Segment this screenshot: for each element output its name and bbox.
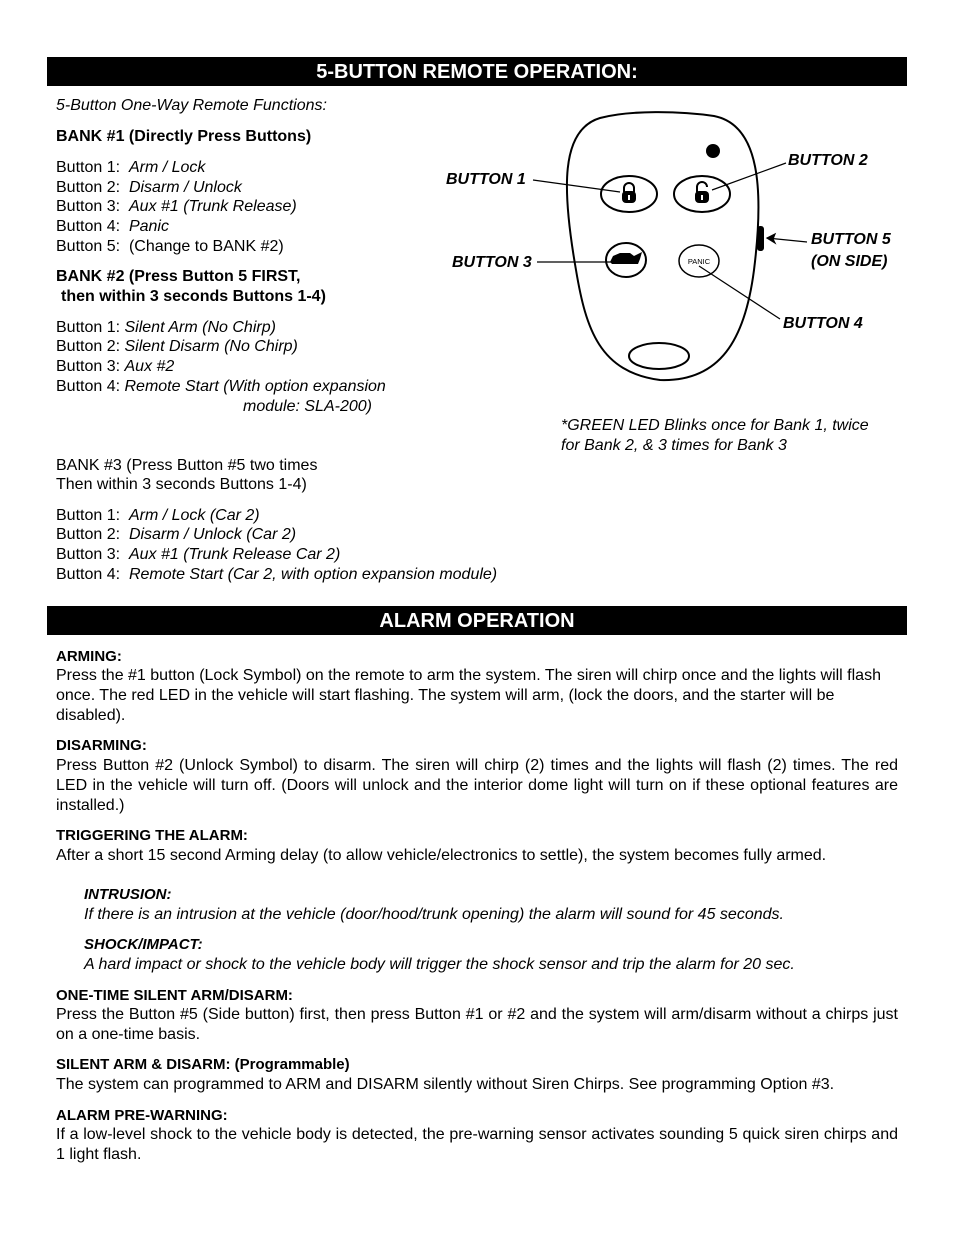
button-4-callout: BUTTON 4 bbox=[783, 315, 863, 332]
item-value: Aux #1 (Trunk Release Car 2) bbox=[128, 546, 341, 563]
item-value: Disarm / Unlock (Car 2) bbox=[128, 526, 297, 543]
one-time-title: ONE-TIME SILENT ARM/DISARM: bbox=[56, 987, 293, 1004]
item-value: Remote Start (Car 2, with option expansion module) bbox=[128, 566, 498, 583]
remote-section-header: 5-BUTTON REMOTE OPERATION: bbox=[47, 57, 907, 86]
item-value: Panic bbox=[128, 218, 169, 235]
item-label: Button 1: bbox=[56, 159, 121, 176]
item-value: Aux #1 (Trunk Release) bbox=[128, 198, 297, 215]
item-label: Button 3: bbox=[56, 546, 121, 563]
item-label: Button 3: bbox=[56, 198, 121, 215]
shock-text: A hard impact or shock to the vehicle body will trigger the shock sensor and trip the alarm for 20 sec. bbox=[84, 956, 795, 973]
item-label: Button 1: bbox=[56, 319, 121, 336]
alarm-section-header: ALARM OPERATION bbox=[47, 606, 907, 635]
button-1-lock-icon bbox=[601, 176, 657, 212]
led-note-line2: for Bank 2, & 3 times for Bank 3 bbox=[561, 437, 787, 454]
item-label: Button 5: bbox=[56, 238, 121, 255]
intrusion-text: If there is an intrusion at the vehicle (door/hood/trunk opening) the alarm will sound for 45 seconds. bbox=[84, 906, 784, 923]
bank2-continuation: module: SLA-200) bbox=[243, 398, 372, 415]
item-label: Button 2: bbox=[56, 526, 121, 543]
item-value: Aux #2 bbox=[124, 358, 175, 375]
item-label: Button 2: bbox=[56, 179, 121, 196]
bank3-item bbox=[56, 525, 296, 545]
remote-intro: 5-Button One-Way Remote Functions: bbox=[56, 97, 327, 114]
one-time-text: Press the Button #5 (Side button) first, then press Button #1 or #2 and the system will arm/disarm without a chirps just on a one-time basis. bbox=[56, 1006, 898, 1043]
button-3-callout: BUTTON 3 bbox=[452, 254, 532, 271]
button-5-side-icon bbox=[757, 226, 764, 251]
item-value: Arm / Lock bbox=[128, 159, 206, 176]
arming-title: ARMING: bbox=[56, 648, 122, 665]
arming-text: Press the #1 button (Lock Symbol) on the remote to arm the system. The siren will chirp once and the lights will flash once. The red LED in the vehicle will start flashing. The system will arm, (lock the doors, and the starter will be disabled). bbox=[56, 667, 881, 724]
bank3-item bbox=[56, 506, 260, 526]
item-label: Button 3: bbox=[56, 358, 121, 375]
button-3-trunk-icon bbox=[606, 243, 646, 277]
button-2-callout: BUTTON 2 bbox=[788, 152, 868, 169]
bank1-title: BANK #1 (Directly Press Buttons) bbox=[56, 128, 312, 145]
remote-body bbox=[567, 112, 759, 380]
led-note-line1: *GREEN LED Blinks once for Bank 1, twice bbox=[561, 417, 869, 434]
item-value: Remote Start (With option expansion bbox=[124, 378, 386, 395]
led-indicator bbox=[706, 144, 720, 158]
prewarning-title: ALARM PRE-WARNING: bbox=[56, 1107, 228, 1124]
intrusion-title: INTRUSION: bbox=[84, 886, 172, 903]
item-label: Button 4: bbox=[56, 566, 121, 583]
item-value: Silent Arm (No Chirp) bbox=[124, 319, 276, 336]
bank2-title-line1: BANK #2 (Press Button 5 FIRST, bbox=[56, 268, 301, 285]
button-4-panic-icon bbox=[679, 245, 719, 277]
bank3-item bbox=[56, 545, 340, 565]
item-label: Button 2: bbox=[56, 338, 121, 355]
silent-text: The system can programmed to ARM and DISARM silently without Siren Chirps. See programming Option #3. bbox=[56, 1076, 835, 1093]
button-5-callout-sub: (ON SIDE) bbox=[811, 253, 888, 270]
bank2-title-line2: then within 3 seconds Buttons 1-4) bbox=[61, 288, 326, 305]
bank3-item bbox=[56, 565, 497, 585]
silent-title: SILENT ARM & DISARM: (Programmable) bbox=[56, 1056, 350, 1073]
triggering-title: TRIGGERING THE ALARM: bbox=[56, 827, 248, 844]
item-label: Button 4: bbox=[56, 218, 121, 235]
item-value: Disarm / Unlock bbox=[128, 179, 242, 196]
button-5-callout: BUTTON 5 bbox=[811, 231, 891, 248]
prewarning-text: If a low-level shock to the vehicle body is detected, the pre-warning sensor activates sounding 5 quick siren chirps and 1 light flash. bbox=[56, 1126, 898, 1163]
item-value: (Change to BANK #2) bbox=[128, 238, 284, 255]
button-1-callout: BUTTON 1 bbox=[446, 171, 526, 188]
panic-label: PANIC bbox=[687, 257, 711, 266]
disarming-text: Press Button #2 (Unlock Symbol) to disarm. The siren will chirp (2) times and the lights will flash (2) times. The red LED in the vehicle will turn off. (Doors will unlock and the interior dome light will turn on if these optional features are installed.) bbox=[56, 757, 898, 814]
triggering-text: After a short 15 second Arming delay (to allow vehicle/electronics to settle), the system becomes fully armed. bbox=[56, 847, 827, 864]
disarming-title: DISARMING: bbox=[56, 737, 147, 754]
item-label: Button 4: bbox=[56, 378, 121, 395]
button-2-unlock-icon bbox=[674, 176, 730, 212]
item-label: Button 1: bbox=[56, 507, 121, 524]
bank3-title-line2: Then within 3 seconds Buttons 1-4) bbox=[56, 476, 307, 493]
item-value: Silent Disarm (No Chirp) bbox=[124, 338, 298, 355]
remote-grip-ridge bbox=[629, 343, 689, 369]
item-value: Arm / Lock (Car 2) bbox=[128, 507, 260, 524]
bank3-title-line1: BANK #3 (Press Button #5 two times bbox=[56, 457, 318, 474]
shock-title: SHOCK/IMPACT: bbox=[84, 936, 203, 953]
